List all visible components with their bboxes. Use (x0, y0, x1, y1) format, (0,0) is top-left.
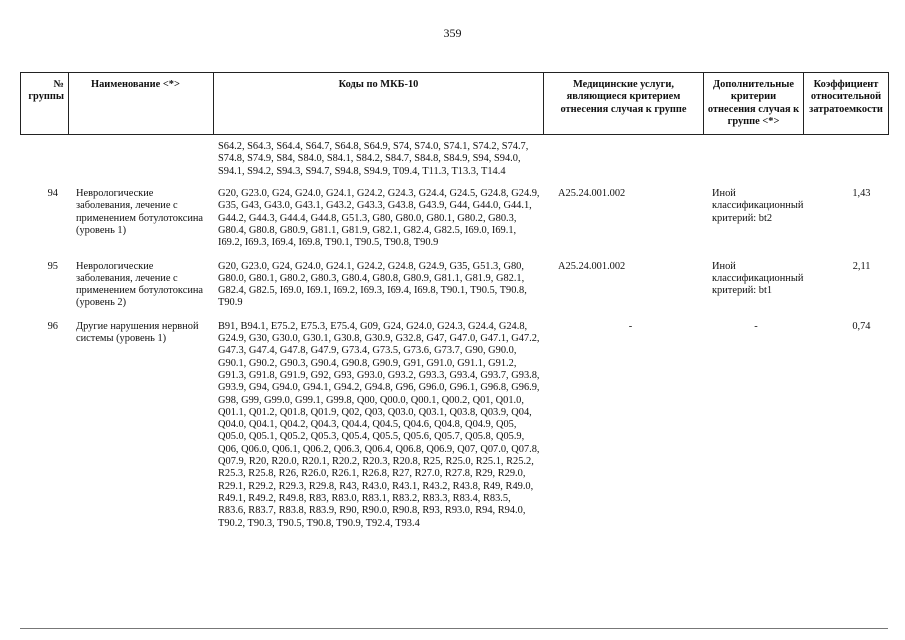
header-name: Наименование <*> (69, 73, 214, 135)
page-number: 359 (443, 26, 462, 40)
header-medical-services: Медицинские услуги, являющиеся критерием отнесения случая к группе (544, 73, 704, 135)
row-services: - (628, 320, 633, 332)
row-services: A25.24.001.002 (558, 260, 626, 272)
row-additional: Иной классификационный критерий: bt2 (712, 188, 804, 224)
row-services: A25.24.001.002 (558, 188, 626, 200)
row-additional: - (754, 320, 758, 332)
row-codes: G20, G23.0, G24, G24.0, G24.1, G24.2, G24.8, G24.9, G35, G51.3, G80, G80.0, G80.1, G80.2, G80.3, G80.4, G80.8, G80.9, G81.1, G81.9, G82.1, G82.4, G82.5, I69.0, I69.1, I69.2, I69.3, I69.4, I69.8, T90.1, T90.5, T90.8, T90.9 (218, 260, 527, 309)
table-row (21, 186, 889, 258)
header-coefficient: Коэффициент относительной затратоемкости (804, 73, 889, 135)
row-coefficient: 2,11 (852, 260, 871, 272)
bottom-rule (20, 628, 888, 629)
table-row-continuation (21, 135, 889, 186)
row-coefficient: 1,43 (852, 188, 871, 200)
row-number: 95 (47, 260, 58, 272)
row-number: 96 (47, 320, 58, 332)
row-name: Неврологические заболевания, лечение с применением ботулотоксина (уровень 2) (76, 260, 204, 309)
row-number: 94 (47, 188, 58, 200)
header-additional-criteria: Дополнительные критерии отнесения случая к группе <*> (704, 73, 804, 135)
ksg-table (20, 72, 889, 539)
row-codes: G20, G23.0, G24, G24.0, G24.1, G24.2, G24.3, G24.4, G24.5, G24.8, G24.9, G35, G43, G43.0, G43.1, G43.2, G43.3, G43.8, G43.9, G44, G44.0, G44.1, G44.2, G44.3, G44.4, G44.8, G51.3, G80, G80.0, G80.1, G80.2, G80.3, G80.4, G80.8, G80.9, G81.1, G81.9, G82.1, G82.4, G82.5, I69.0, I69.1, I69.2, I69.3, I69.4, I69.8, T90.1, T90.5, T90.8, T90.9 (218, 188, 540, 249)
row-name: Другие нарушения нервной системы (уровень 1) (76, 320, 199, 345)
continuation-codes: S64.2, S64.3, S64.4, S64.7, S64.8, S64.9, S74, S74.0, S74.1, S74.2, S74.7, S74.8, S74.9, S84, S84.0, S84.1, S84.2, S84.7, S84.8, S84.9, S94, S94.0, S94.1, S94.2, S94.3, S94.7, S94.8, S94.9, T09.4, T11.3, T13.3, T14.4 (218, 141, 529, 177)
row-coefficient: 0,74 (852, 320, 871, 332)
row-name: Неврологические заболевания, лечение с применением ботулотоксина (уровень 1) (76, 188, 204, 236)
table-row (21, 259, 889, 319)
row-additional: Иной классификационный критерий: bt1 (712, 260, 804, 297)
row-codes: B91, B94.1, E75.2, E75.3, E75.4, G09, G24, G24.0, G24.3, G24.4, G24.8, G24.9, G30, G30.0, G30.1, G30.8, G30.9, G32.8, G47, G47.0, G47.1, G47.2, G47.3, G47.4, G47.8, G47.9, G73.4, G73.5, G73.6, G73.7, G90, G90.0, G90.1, G90.2, G90.3, G90.4, G90.8, G90.9, G91, G91.0, G91.1, G91.2, G91.3, G91.8, G91.9, G92, G93, G93.0, G93.2, G93.3, G93.4, G93.7, G93.8, G93.9, G94, G94.0, G94.1, G94.2, G94.8, G96, G96.0, G96.1, G96.8, G96.9, G98, G99, G99.0, G99.1, G99.8, Q00, Q00.0, Q00.1, Q00.2, Q01, Q01.0, Q01.1, Q01.2, Q01.8, Q01.9, Q02, Q03, Q03.0, Q03.1, Q03.8, Q03.9, Q04, Q04.0, Q04.1, Q04.2, Q04.3, Q04.4, Q04.5, Q04.6, Q04.8, Q04.9, Q05, Q05.0, Q05.1, Q05.2, Q05.3, Q05.4, Q05.5, Q05.6, Q05.7, Q05.8, Q05.9, Q06, Q06.0, Q06.1, Q06.2, Q06.3, Q06.4, Q06.8, Q06.9, Q07, Q07.0, Q07.8, Q07.9, R20, R20.0, R20.1, R20.2, R20.3, R20.8, R25, R25.0, R25.1, R25.2, R25.3, R25.8, R26, R26.0, R26.1, R26.8, R27, R27.0, R27.8, R29, R29.0, R29.1, R29.2, R29.3, R29.8, R43, R43.0, R43.1, R43.2, R43.8, R49, R49.0, R49.1, R49.2, R49.8, R83, R83.0, R83.1, R83.2, R83.3, R83.4, R83.5, R83.6, R83.7, R83.8, R83.9, R90, R90.0, R90.8, R93, R93.0, R94, R94.0, T90.2, T90.3, T90.5, T90.8, T90.9, T92.4, T93.4 (218, 320, 540, 529)
table-row (21, 319, 889, 539)
table-header (21, 73, 889, 135)
header-group-number: № группы (21, 73, 69, 135)
header-icd-codes: Коды по МКБ-10 (214, 73, 544, 135)
